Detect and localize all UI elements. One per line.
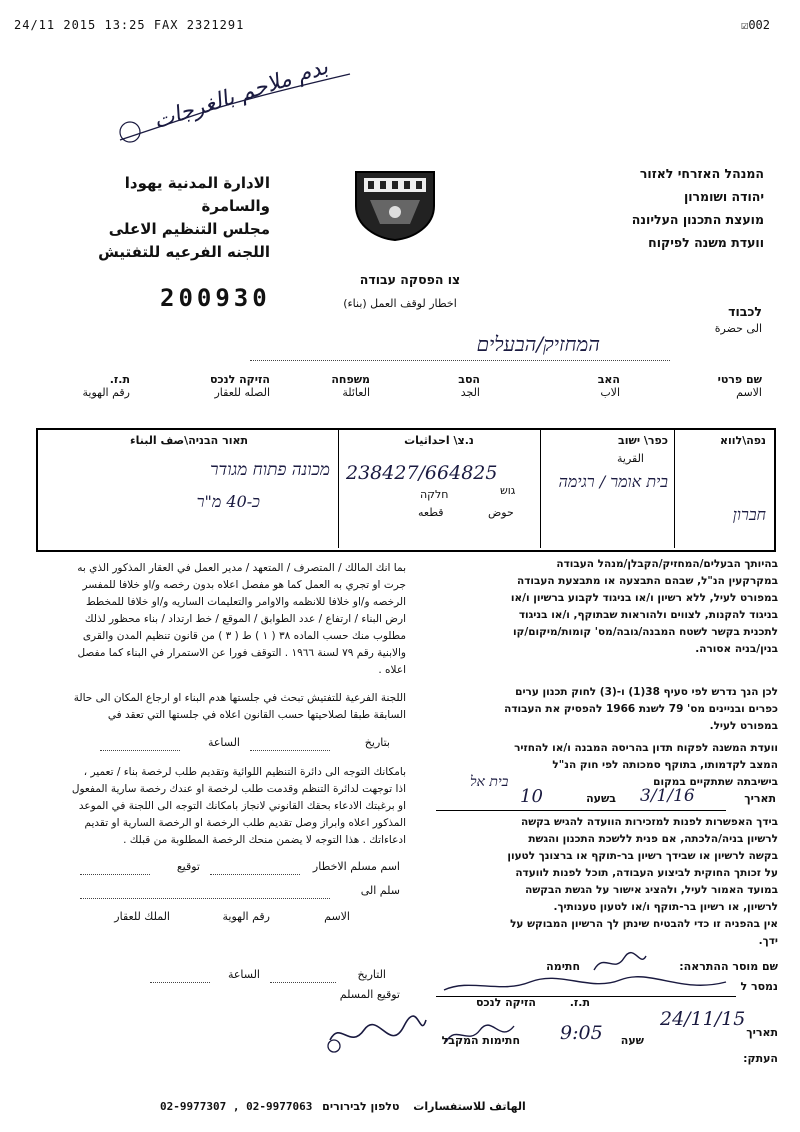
footer-phones [160,1100,660,1113]
arabic-permit-notice: بامكانك التوجه الى دائرة التنظيم اللوائية وتقديم طلب لرخصة بناء / تعمير ، اذا توجهت لدائرة التنظم وقدمت طلب لرخصة او عندك رخصة سارية المفعول او برغبتك الادعاء بحقك القانوني لانجاز بامكانك التوجه الى اللجنة في الموعد المذكور اعلاه وابراز وصل تقديم طلب الرخصة او الرخصة السارية او تقديم ادعاءاتك . هذا التوجه لا يضمن منحك الرخصة المطلوبة من قبلك . [71,766,406,846]
gush-label: גוש [500,484,516,497]
arabic-date2-label: التاريخ [357,968,386,981]
fax-header: 24/11 2015 13:25 FAX 2321291 [14,18,245,32]
hearing-date-handwritten: 3/1/16 [640,786,695,806]
handwritten-note-text: بدم ملاحم بالغرجات [150,54,332,135]
copy-label: העתק: [743,1052,778,1065]
arabic-notifier-label: اسم مسلم الاخطار [312,860,400,873]
footer-label-hebrew: טלפון לבירורים [322,1100,400,1113]
arabic-date-line [250,750,330,751]
arabic-id-label: رقم الهوية [222,910,270,923]
arabic-notifier-line [210,874,300,875]
hebrew-header-line: יהודה ושומרון [683,189,764,204]
hebrew-header-line: המנהל האזרחי לאזור [639,166,764,181]
village-label-arabic: القرية [616,452,644,465]
hearing-line [436,810,726,811]
arabic-receiver-signature-ink [320,1010,430,1060]
arabic-hour-line [100,750,180,751]
arabic-header-line: اللجنه الفرعيه للتفتيش [98,243,270,261]
order-number: 200930 [160,284,271,312]
hawd-label: حوض [488,506,514,519]
arabic-sign-label: توقيع [176,860,200,873]
date-label: תאריך [746,1026,778,1039]
arabic-owner-label: الملك للعقار [114,910,170,923]
arabic-hour2-label: الساعة [227,968,260,981]
signature-label: חתימה [546,960,580,973]
hebrew-header-line: וועדת משנה לפיקוח [648,235,764,250]
arabic-committee-notice: اللجنة الفرعية للتفتيش تبحث في جلستها هدم البناء او ارجاع المكان الى حالة السابقة طبقا لصلاحيتها حسب القانون اعلاه في جلستها التي تعقد في [73,692,406,721]
footer-label-arabic: الهاتف للاستفسارات [413,1100,526,1113]
arabic-hour2-line [150,982,210,983]
receiver-signature [440,1020,520,1054]
emblem-shield-icon [352,168,438,242]
footer-phone-numbers: 02-9977307 , 02-9977063 [160,1100,313,1113]
building-label: תאור הבניה\صف البناء [129,434,248,447]
id-label: ת.ז. [569,996,590,1009]
recipient-name-ink [440,972,730,998]
parcel-label-arabic: قطعه [418,506,444,519]
fax-page-number: ☑002 [741,18,770,32]
hebrew-body: בהיותך הבעלים/המחזיק/הקבלן/מנהל העבודה במקרקעין הנ"ל, שבהם התבצעה או מתבצעת העבודה במפורט לעיל, ללא רשיון ו/או בניגוד לקבוע ברשיון ו/או בניגוד להקנות, לצווים ולהוראות שבתוקף, ו/או בניגוד לתכנית בקשר לשטח המבנה/גובה/מס' קומות/מיקום/קו בנין/בניה אסורה. [510,558,778,655]
arabic-header-line: الادارة المدنية يهودا [124,174,270,192]
arabic-date-label: بتاريخ [364,736,390,749]
arabic-date2-line [270,982,336,983]
arabic-sign-line [80,874,150,875]
hebrew-header [504,162,764,254]
arabic-hour-label: الساعة [207,736,240,749]
hebrew-header-line: מועצת התכנון העליונה [631,212,764,227]
handwritten-note [110,54,370,150]
arabic-delivered-line [80,898,330,899]
receiver-signature-label: חתימות המקבל [441,1034,520,1047]
hearing-hour-label: בשעה [586,792,616,805]
hebrew-law-notice: לכן הנך נדרש לפי סעיף 38(1) ו-(3) לחוק תכנון ערים כפרים ובניינים מס' 79 לשנת 1966 להפסיק את העבודה במפורט לעיל. [504,686,778,732]
hour-label: שעה [620,1034,644,1047]
hebrew-permit-notice: בידך האפשרות לפנות למזכירות הוועדה להגיש בקשה לרשיון בניה/הלכתה, אם פנית ללשכת התכנון והגשת בקשה לרשיון או שבידך רשיון בר-תוקף או ברצונך לטעון על זכותך החוקית לביצוע העבודה, תוכל לפנות לוועדה במועד האמור לעיל, ולהציג אישור על הגשת הבקשה לרשיון, או רשיון בר-תוקף ו/או לטעון טענותיך. אין בהפניה זו כדי להבטיח שינתן לך הרשיון המבוקש על ידך. [507,816,778,947]
addressee-label-hebrew: לכבוד [728,304,762,319]
coordinates-label: נ.צ\ احداثيات [404,434,474,447]
arabic-delivered-label: سلم الى [360,884,400,897]
delivery-hour-handwritten: 9:05 [560,1022,603,1044]
hearing-hour-handwritten: 10 [520,786,543,807]
village-label: כפר\ ישוב [618,434,668,447]
label-grandfather: הסב الجد [458,373,480,399]
label-first-name: שם פרטי الاسم [717,373,762,399]
building-area-handwritten: כ-40 מ"ר [196,492,260,511]
order-title-arabic: اخطار لوقف العمل (بناء) [343,297,457,310]
label-id: ת.ז. رقم الهوية [82,373,130,399]
addressee-line [250,360,670,361]
arabic-name-label: الاسم [324,910,350,923]
box-divider [540,428,541,548]
box-divider [338,428,339,548]
civil-administration-emblem [352,168,438,242]
label-father: האב الاب [597,373,620,399]
delivery-date-handwritten: 24/11/15 [660,1008,746,1030]
arabic-header [40,172,270,264]
order-title-hebrew: צו הפסקה עבודה [359,272,461,287]
page-check-icon: ☑ [741,18,749,32]
building-handwritten: מכונה פתוח מגודר [210,460,330,480]
district-label: נפה\לווא [719,434,766,447]
arabic-receiver-label: توقيع المسلم [339,988,400,1001]
hebrew-committee-notice: וועדת המשנה לפקוח תדון בהריסה המבנה ו/או להחזיר המצב לקדמותו, בתוקף סמכותה לפי חוק הנ"ל בישיבתה שתתקיים במקום [514,742,778,788]
delivered-to-label: נמסר ל [740,980,778,993]
parcel-label-hebrew: חלקה [420,488,449,501]
hearing-place-handwritten: בית אל [470,774,509,790]
receiver-signature-ink [440,1020,520,1050]
deliverer-label: שם מוסר ההתראה: [679,960,778,973]
hearing-date-label: תאריך [744,792,776,805]
district-handwritten: חברון [732,505,766,524]
arabic-receiver-signature [320,1010,430,1064]
coordinates-handwritten: 238427/664825 [346,462,498,484]
village-handwritten: בית אומר / רגימה [558,472,668,491]
relation-label: הזיקה לנכס [475,996,536,1009]
label-relation: הזיקה לנכס الصله للعقار [209,373,270,399]
arabic-header-line: والسامرة [201,197,270,215]
arabic-header-line: مجلس التنظيم الاعلى [108,220,270,238]
addressee-handwritten: המחזיק/הבעלים [476,332,600,356]
person-labels-row [30,373,770,413]
label-family: משפחה العائلة [331,373,370,399]
arabic-body: بما انك المالك / المتصرف / المتعهد / مدير العمل في العقار المذكور الذي به جرت او تجري به العمل كما هو مفصل اعلاه بدون رخصه و/او خلافا للمفسر الرخصه و/او خلافا للانظمه والاوامر والتعليمات الساريه و/او خلافا للمخطط ارض البناء / ارتفاع / عدد الطوابق / الموقع / خط ارتداد / بناء محظور لذلك مطلوب منك حسب الماده ٣٨ ( ١ ) ط ( ٣ ) من قانون تنظيم المدن والقرى والابنية رقم ٧٩ لسنة ١٩٦٦ . التوقف فورا عن الاستمرار في البناء كما مفصل اعلاه . [77,562,406,676]
addressee-label-arabic: الى حضرة [714,322,762,335]
box-divider [674,428,675,548]
